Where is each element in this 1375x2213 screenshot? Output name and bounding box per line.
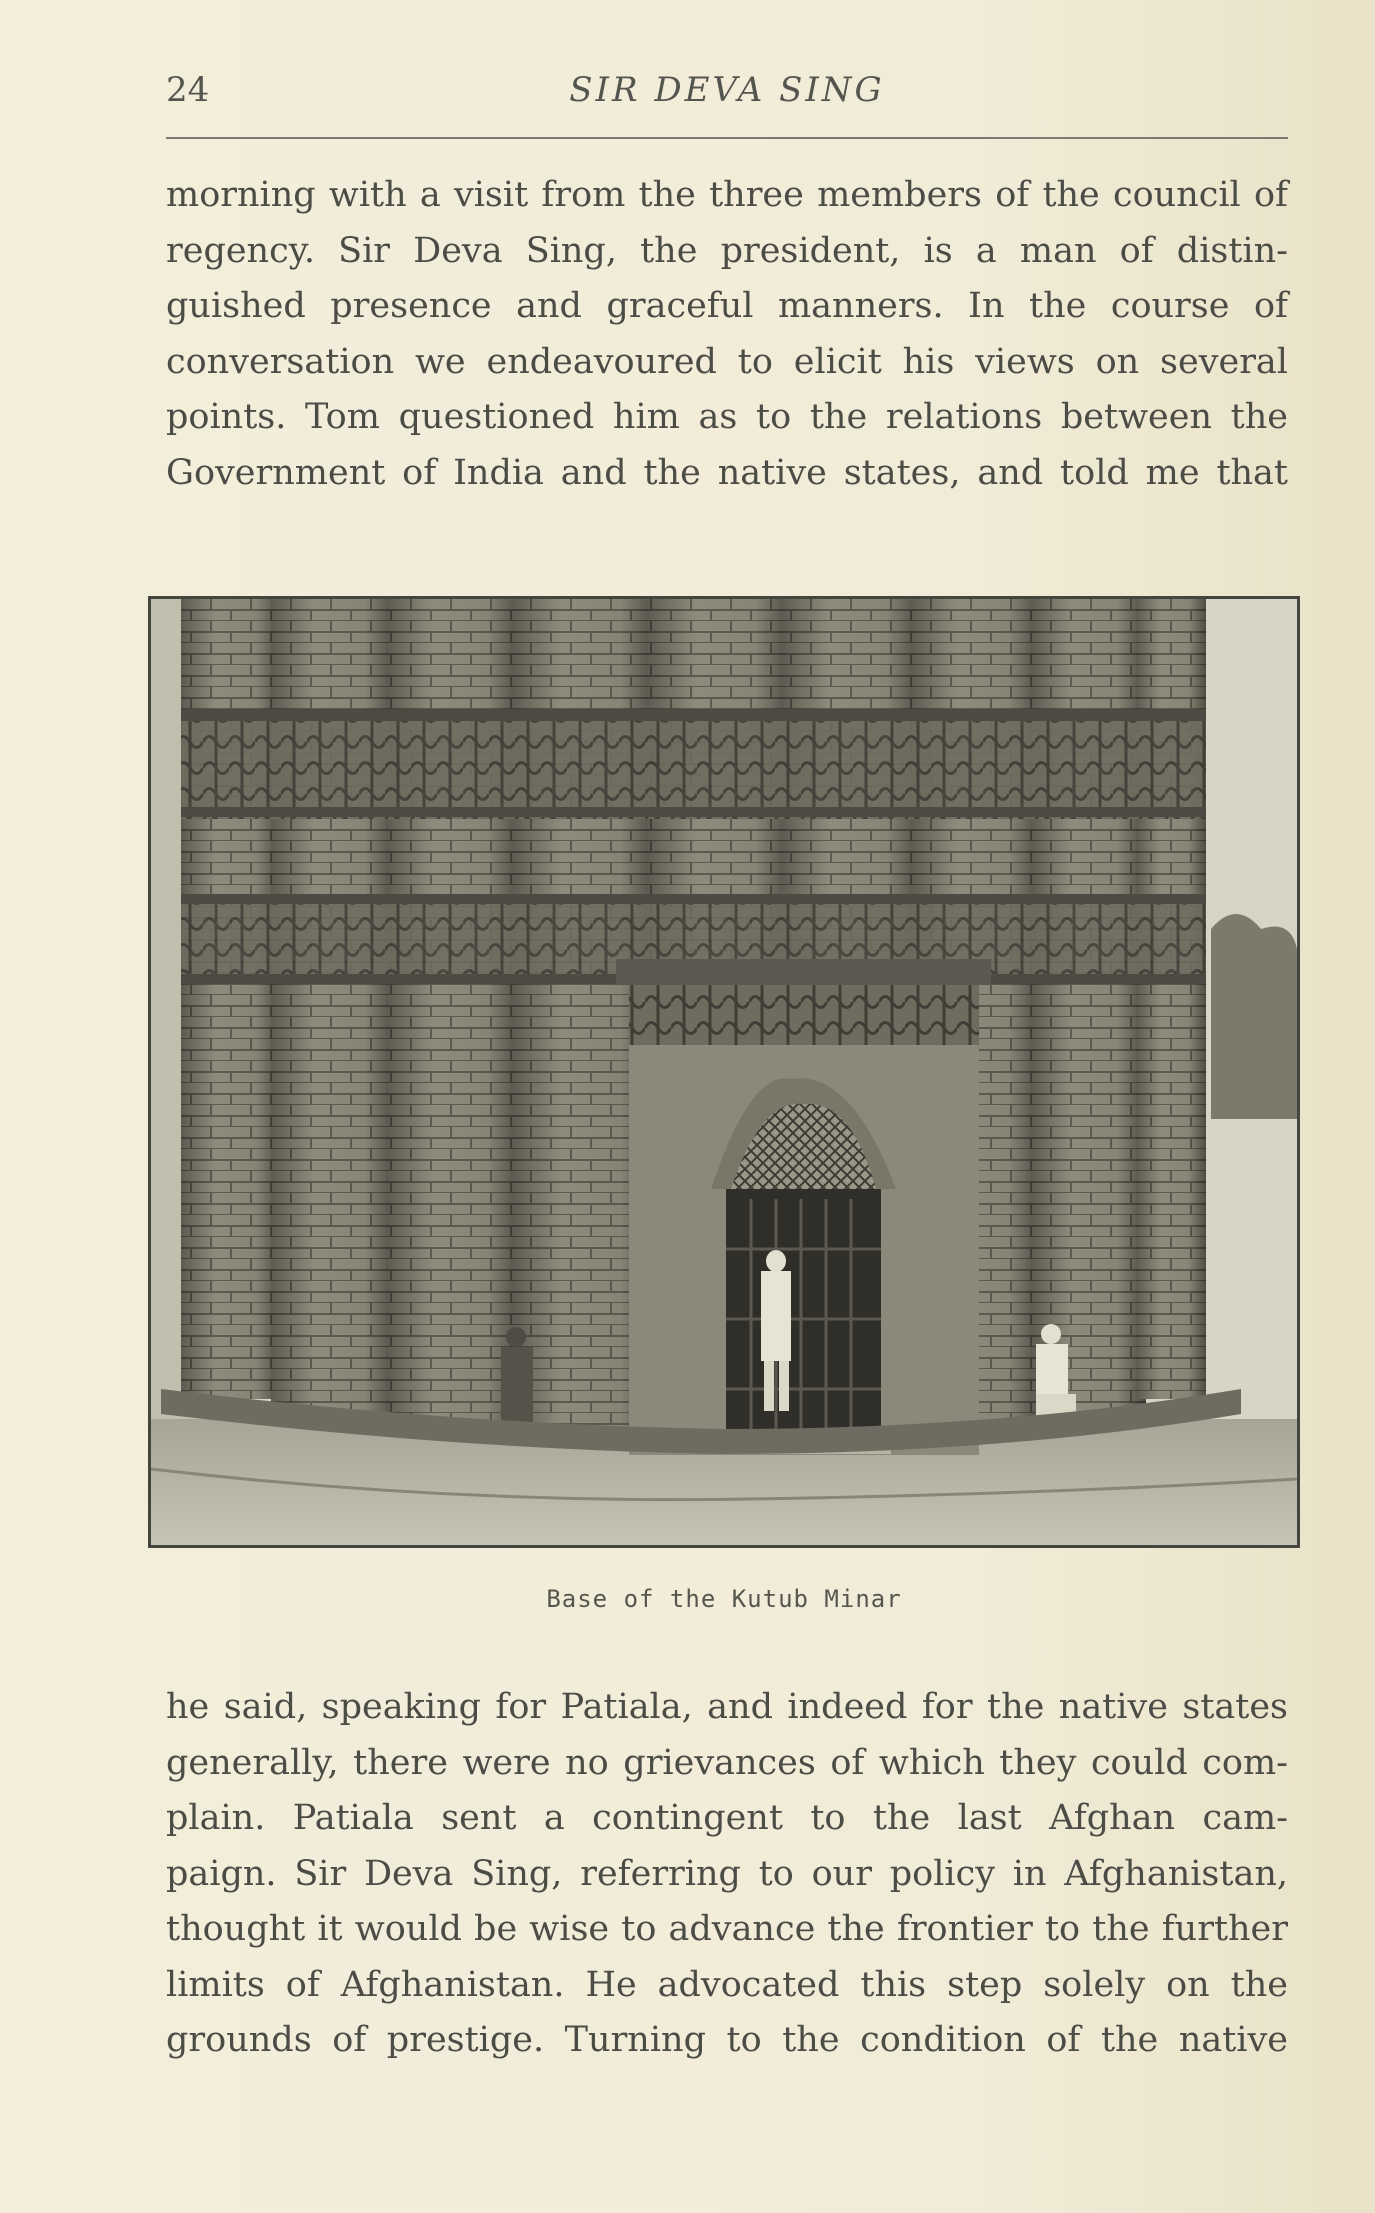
figure-caption: Base of the Kutub Minar [546,1585,902,1613]
text-line: conversation we endeavoured to elicit his views on several [166,341,1288,382]
text-line: regency. Sir Deva Sing, the president, is a man of distin- [166,230,1288,271]
text-line: he said, speaking for Patiala, and indeed for the native states [166,1687,1288,1727]
running-head [166,70,1288,116]
text-line: paign. Sir Deva Sing, referring to our policy in Afghanistan, [166,1853,1288,1894]
text-line: morning with a visit from the three members of the council of [166,175,1288,215]
body-text-bottom [166,1680,1288,2069]
text-line: generally, there were no grievances of which they could com- [166,1742,1288,1783]
header-rule [166,137,1288,139]
kutub-minar-engraving [151,599,1297,1545]
running-title: SIR DEVA SING [569,70,885,110]
text-line: limits of Afghanistan. He advocated this step solely on the [166,1964,1288,2005]
body-text-top [166,168,1288,501]
text-line: Government of India and the native states, and told me that [166,452,1288,493]
text-line: plain. Patiala sent a contingent to the last Afghan cam- [166,1798,1288,1838]
engraving-illustration [148,596,1300,1548]
text-line: grounds of prestige. Turning to the condition of the native [166,2020,1288,2060]
text-line: points. Tom questioned him as to the relations between the [166,397,1288,437]
text-line: guished presence and graceful manners. In the course of [166,286,1288,326]
page-number: 24 [166,70,210,110]
text-line: thought it would be wise to advance the frontier to the further [166,1909,1288,1949]
